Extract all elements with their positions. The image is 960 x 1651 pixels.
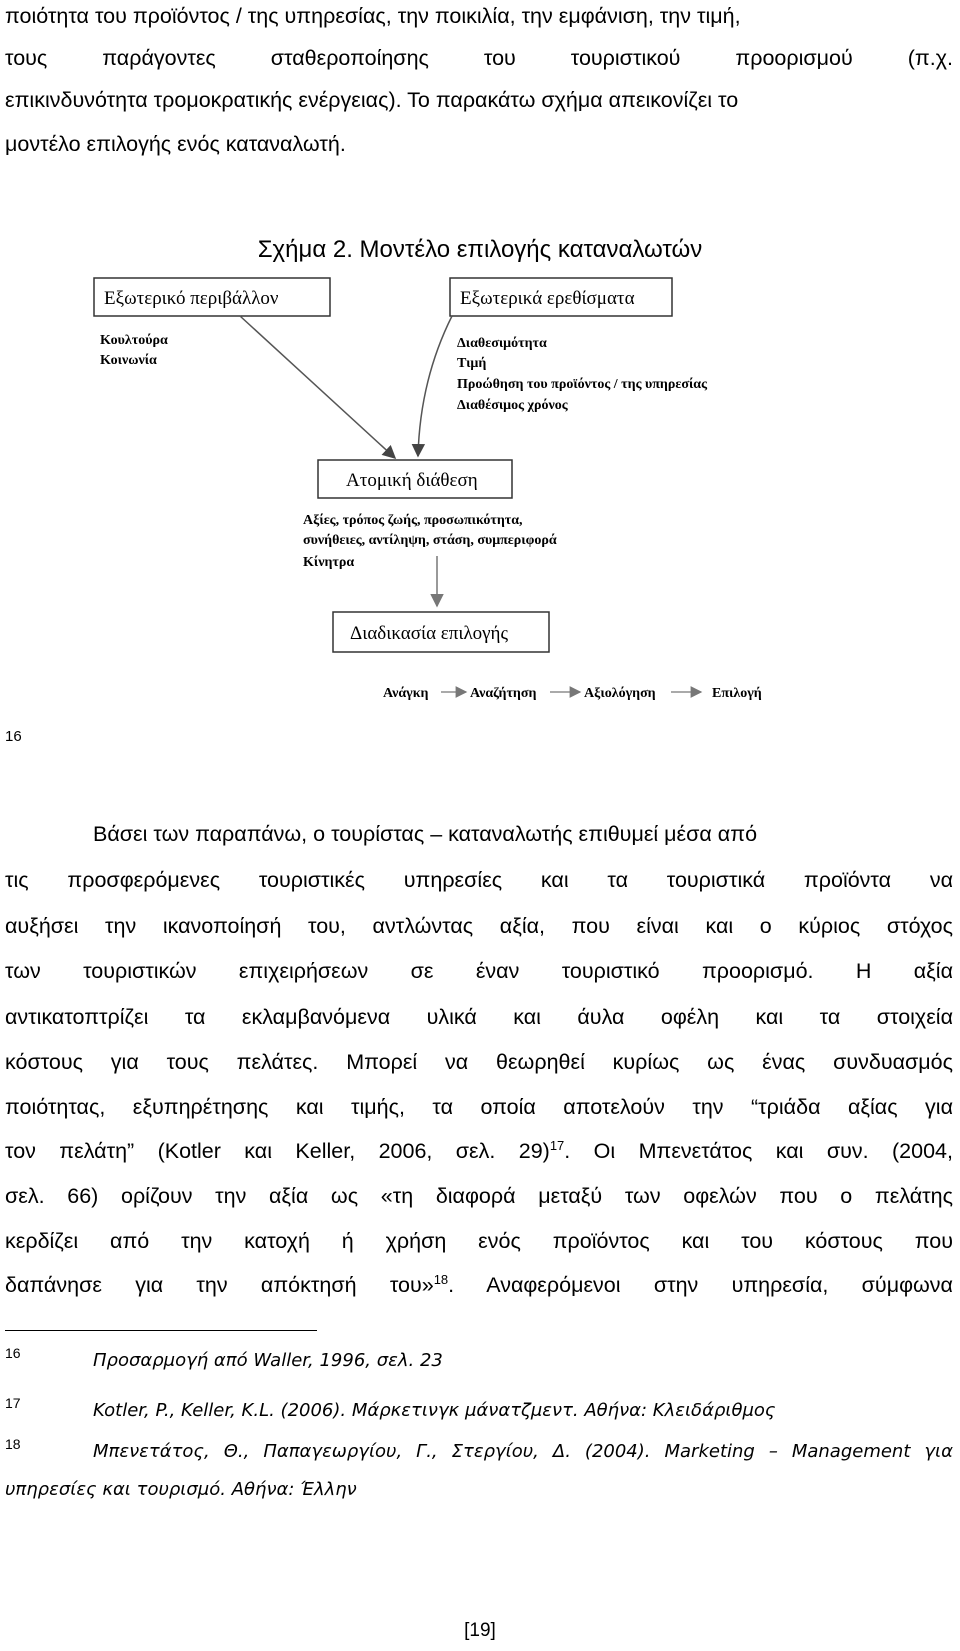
footnote-number: 17 (5, 1395, 21, 1411)
external-stimuli-item: Τιμή (457, 356, 487, 371)
footnote-number: 16 (5, 1345, 21, 1361)
consumer-choice-diagram (0, 270, 960, 710)
footnote-text: Μπενετάτος, Θ., Παπαγεωργίου, Γ., Στεργίου, Δ. (2004). Marketing – Management για (93, 1441, 953, 1462)
individual-disposition-item: συνήθειες, αντίληψη, στάση, συμπεριφορά (303, 533, 557, 548)
intro-line-4: μοντέλο επιλογής ενός καταναλωτή. (5, 132, 346, 156)
individual-disposition-item: Αξίες, τρόπος ζωής, προσωπικότητα, (303, 513, 523, 528)
body-line-8 (5, 1139, 953, 1164)
footnote-ref-18[interactable]: 18 (433, 1271, 449, 1287)
figure-source-ref: 16 (5, 728, 22, 745)
body-line-1: Βάσει των παραπάνω, ο τουρίστας – καταναλωτής επιθυμεί μέσα από (93, 822, 758, 846)
footnote-text: Προσαρμογή από Waller, 1996, σελ. 23 (93, 1350, 443, 1371)
external-stimuli-item: Προώθηση του προϊόντος / της υπηρεσίας (457, 377, 708, 392)
figure-title: Σχήμα 2. Μοντέλο επιλογής καταναλωτών (257, 236, 703, 263)
footnote-ref-17[interactable]: 17 (549, 1137, 565, 1153)
body-line-8-text: τον πελάτη” (Kotler και Keller, 2006, σελ. 29) (5, 1139, 550, 1163)
body-line-8-tail: . Οι Μπενετάτος και συν. (2004, (564, 1139, 953, 1163)
external-stimuli-item: Διαθέσιμος χρόνος (457, 398, 568, 413)
body-line-11 (5, 1273, 953, 1298)
individual-disposition-item: Κίνητρα (303, 555, 355, 570)
body-line-7: ποιότητας, εξυπηρέτησης και τιμής, τα οποία αποτελούν την “τριάδα αξίας για (5, 1095, 953, 1119)
footnote-text: Kotler, P., Keller, K.L. (2006). Μάρκετινγκ μάνατζμεντ. Αθήνα: Κλειδάριθμος (93, 1400, 776, 1421)
process-step: Αναζήτηση (470, 686, 537, 701)
page-number: [19] (464, 1620, 496, 1641)
body-line-3: αυξήσει την ικανοποίησή του, αντλώντας αξία, που είναι και ο κύριος στόχος (5, 914, 953, 938)
body-line-10: κερδίζει από την κατοχή ή χρήση ενός προϊόντος και του κόστους που (5, 1229, 953, 1253)
footnote-number: 18 (5, 1436, 21, 1452)
intro-line-2: τους παράγοντες σταθεροποίησης του τουριστικού προορισμού (π.χ. (5, 46, 953, 70)
external-environment-item: Κοινωνία (100, 353, 157, 368)
external-environment-item: Κουλτούρα (100, 333, 168, 348)
external-stimuli-item: Διαθεσιμότητα (457, 336, 547, 351)
intro-line-1: ποιότητα του προϊόντος / της υπηρεσίας, την ποικιλία, την εμφάνιση, την τιμή, (5, 4, 741, 28)
arrow-stimuli-to-disposition (418, 316, 452, 456)
body-line-2: τις προσφερόμενες τουριστικές υπηρεσίες και τα τουριστικά προϊόντα να (5, 868, 953, 892)
process-step: Επιλογή (712, 686, 762, 701)
body-line-6: κόστους για τους πελάτες. Μπορεί να θεωρηθεί κυρίως ως ένας συνδυασμός (5, 1050, 953, 1074)
selection-process-title: Διαδικασία επιλογής (350, 623, 509, 644)
body-line-5: αντικατοπτρίζει τα εκλαμβανόμενα υλικά και άυλα οφέλη και τα στοιχεία (5, 1005, 953, 1029)
external-stimuli-title: Εξωτερικά ερεθίσματα (460, 288, 635, 309)
process-step: Αξιολόγηση (584, 686, 656, 701)
arrow-environment-to-disposition (240, 316, 395, 458)
body-line-11-tail: . Αναφερόμενοι στην υπηρεσία, σύμφωνα (448, 1273, 953, 1297)
process-step: Ανάγκη (383, 686, 429, 701)
external-environment-title: Εξωτερικό περιβάλλον (104, 288, 279, 309)
footnote-continuation: υπηρεσίες και τουρισμό. Αθήνα: Έλλην (5, 1479, 357, 1500)
footnote-separator (5, 1330, 317, 1331)
body-line-4: των τουριστικών επιχειρήσεων σε έναν τουριστικό προορισμό. Η αξία (5, 959, 953, 983)
intro-line-3: επικινδυνότητα τρομοκρατικής ενέργειας). Το παρακάτω σχήμα απεικονίζει το (5, 88, 739, 112)
body-line-11-text: δαπάνησε για την απόκτησή του» (5, 1273, 434, 1297)
individual-disposition-title: Ατομική διάθεση (346, 470, 478, 491)
body-line-9: σελ. 66) ορίζουν την αξία ως «τη διαφορά μεταξύ των οφελών που ο πελάτης (5, 1184, 953, 1208)
